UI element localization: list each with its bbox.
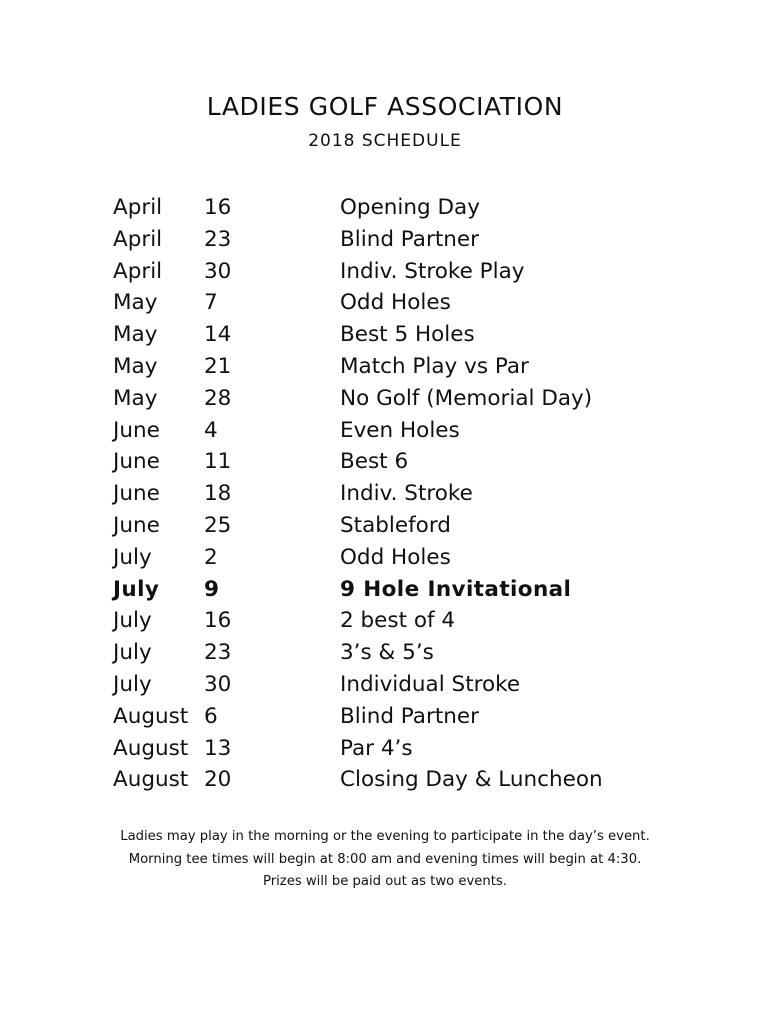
schedule-row — [113, 287, 673, 319]
schedule-row — [113, 701, 673, 733]
row-event: Individual Stroke — [340, 671, 521, 697]
row-month: June — [113, 512, 160, 538]
schedule-row — [113, 415, 673, 447]
row-day: 7 — [204, 290, 218, 316]
row-day: 23 — [204, 640, 232, 666]
row-month: July — [113, 608, 152, 634]
schedule-table — [113, 192, 673, 796]
row-day: 30 — [204, 258, 232, 284]
row-event: Best 6 — [340, 449, 409, 475]
schedule-row — [113, 351, 673, 383]
row-day: 16 — [204, 195, 232, 220]
note-line: Prizes will be paid out as two events. — [262, 874, 507, 889]
row-day: 16 — [204, 608, 232, 634]
page-subtitle: 2018 SCHEDULE — [308, 131, 462, 151]
row-month: May — [113, 322, 158, 348]
row-event: Blind Partner — [340, 703, 479, 729]
row-event: 3’s & 5’s — [340, 640, 434, 666]
schedule-row — [113, 510, 673, 542]
row-month: April — [113, 195, 163, 220]
row-event: Match Play vs Par — [340, 353, 529, 379]
schedule-row — [113, 383, 673, 415]
row-event: Odd Holes — [340, 290, 451, 316]
row-day: 28 — [204, 385, 232, 411]
schedule-row — [113, 764, 673, 796]
schedule-row — [113, 446, 673, 478]
note-line: Morning tee times will begin at 8:00 am and evening times will begin at 4:30. — [128, 851, 642, 867]
schedule-row — [113, 669, 673, 701]
row-month: June — [113, 481, 160, 507]
row-event: Indiv. Stroke Play — [340, 258, 525, 284]
row-day: 21 — [204, 353, 232, 379]
row-event: 2 best of 4 — [340, 608, 456, 634]
row-month: May — [113, 385, 158, 411]
row-month: July — [113, 576, 160, 602]
row-month: May — [113, 290, 158, 316]
schedule-row — [113, 192, 673, 224]
row-month: July — [113, 544, 152, 570]
schedule-row — [113, 478, 673, 510]
row-month: June — [113, 417, 160, 443]
row-day: 9 — [204, 576, 220, 602]
page-title: LADIES GOLF ASSOCIATION — [206, 92, 564, 121]
row-event: Closing Day & Luncheon — [340, 767, 603, 793]
row-day: 14 — [204, 322, 232, 348]
row-day: 11 — [204, 449, 232, 475]
row-event: Best 5 Holes — [340, 322, 475, 348]
row-event: Par 4’s — [340, 735, 413, 761]
schedule-row — [113, 256, 673, 288]
row-event: Odd Holes — [340, 544, 451, 570]
row-month: June — [113, 449, 160, 475]
row-month: August — [113, 703, 189, 729]
row-day: 2 — [204, 544, 218, 570]
row-event: 9 Hole Invitational — [340, 576, 572, 602]
row-month: May — [113, 353, 158, 379]
schedule-row — [113, 637, 673, 669]
row-day: 25 — [204, 512, 232, 538]
row-event: Indiv. Stroke — [340, 481, 473, 507]
row-month: April — [113, 226, 163, 252]
row-day: 30 — [204, 671, 232, 697]
schedule-row-featured — [113, 574, 673, 606]
row-day: 20 — [204, 767, 232, 793]
row-event: Opening Day — [340, 195, 480, 220]
row-day: 13 — [204, 735, 232, 761]
schedule-row — [113, 733, 673, 765]
schedule-row — [113, 605, 673, 637]
row-event: No Golf (Memorial Day) — [340, 385, 593, 411]
row-event: Blind Partner — [340, 226, 479, 252]
row-event: Stableford — [340, 512, 451, 538]
schedule-row — [113, 224, 673, 256]
row-month: July — [113, 640, 152, 666]
row-month: April — [113, 258, 163, 284]
participation-notes — [0, 826, 770, 894]
row-month: August — [113, 767, 189, 793]
row-day: 23 — [204, 226, 232, 252]
schedule-row — [113, 319, 673, 351]
schedule-row — [113, 542, 673, 574]
row-month: July — [113, 671, 152, 697]
row-day: 6 — [204, 703, 218, 729]
row-month: August — [113, 735, 189, 761]
row-event: Even Holes — [340, 417, 460, 443]
row-day: 4 — [204, 417, 218, 443]
row-day: 18 — [204, 481, 232, 507]
note-line: Ladies may play in the morning or the evening to participate in the day’s event. — [120, 829, 650, 844]
